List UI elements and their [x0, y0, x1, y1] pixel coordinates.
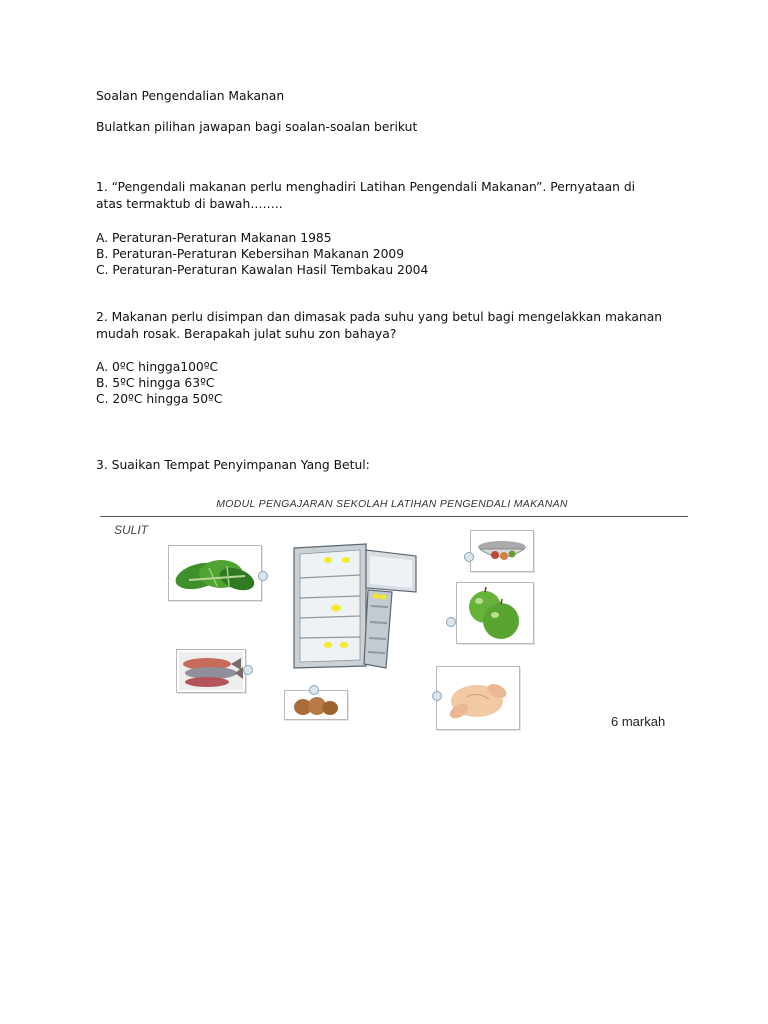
- figure-divider: [100, 516, 688, 517]
- cooked-food-bowl-icon: [470, 530, 534, 572]
- cooked-food-connector[interactable]: [464, 552, 474, 562]
- figure-header: MODUL PENGAJARAN SEKOLAH LATIHAN PENGENDALI MAKANAN: [216, 498, 568, 510]
- fish-icon: [176, 649, 246, 693]
- question-1-option-b: B. Peraturan-Peraturan Kebersihan Makanan 2009: [96, 247, 405, 261]
- matching-figure: [96, 496, 696, 732]
- question-1-text: 1. “Pengendali makanan perlu menghadiri Latihan Pengendali Makanan”. Pernyataan di atas termaktub di bawah……..: [96, 180, 636, 211]
- marks-label: 6 markah: [611, 714, 666, 729]
- question-1-option-c: C. Peraturan-Peraturan Kawalan Hasil Tembakau 2004: [96, 263, 429, 277]
- page-title: Soalan Pengendalian Makanan: [96, 89, 285, 103]
- instruction-text: Bulatkan pilihan jawapan bagi soalan-soalan berikut: [96, 120, 418, 134]
- question-2-text: 2. Makanan perlu disimpan dan dimasak pada suhu yang betul bagi mengelakkan makanan mudah rosak. Berapakah julat suhu zon bahaya?: [96, 310, 663, 341]
- vegetables-icon: [168, 545, 262, 601]
- apples-connector[interactable]: [446, 617, 456, 627]
- question-1-option-a: A. Peraturan-Peraturan Makanan 1985: [96, 231, 332, 245]
- refrigerator-icon: [284, 538, 424, 676]
- question-2-option-b: B. 5ºC hingga 63ºC: [96, 376, 215, 390]
- vegetables-connector[interactable]: [258, 571, 268, 581]
- eggs-connector[interactable]: [309, 685, 319, 695]
- question-3-text: 3. Suaikan Tempat Penyimpanan Yang Betul:: [96, 458, 370, 472]
- question-2-option-a: A. 0ºC hingga100ºC: [96, 360, 219, 374]
- sulit-label: SULIT: [114, 523, 149, 537]
- apples-icon: [456, 582, 534, 644]
- chicken-connector[interactable]: [432, 691, 442, 701]
- fish-connector[interactable]: [243, 665, 253, 675]
- question-2-option-c: C. 20ºC hingga 50ºC: [96, 392, 223, 406]
- chicken-icon: [436, 666, 520, 730]
